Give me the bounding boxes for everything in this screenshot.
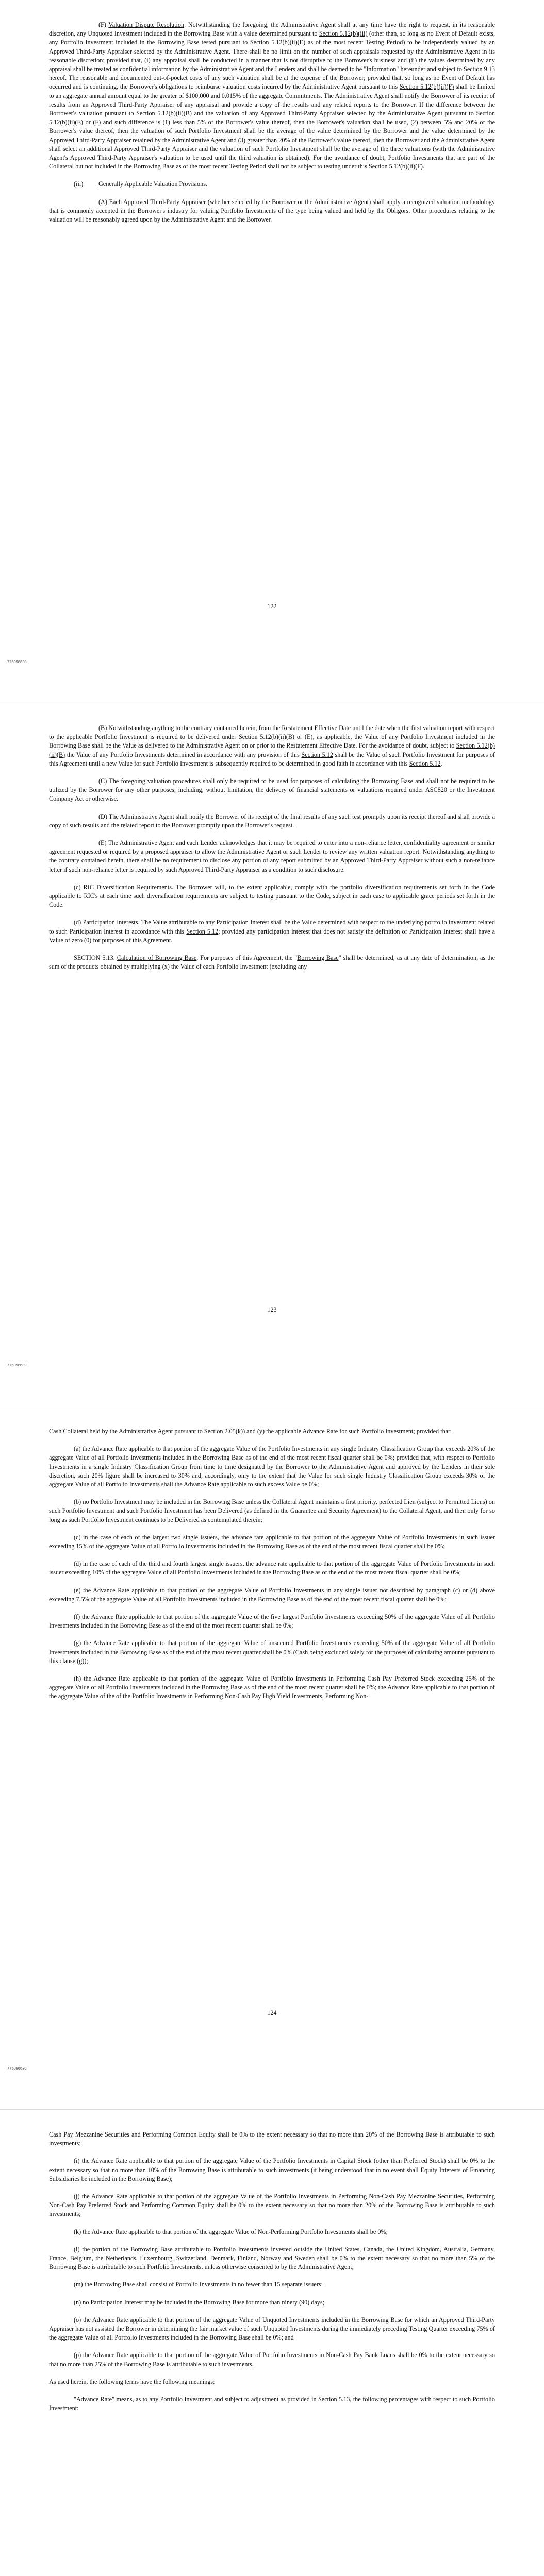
defined-term: Section 5.12 bbox=[186, 927, 219, 935]
text-run: (c) in the case of each of the largest two single issuers, the advance rate applicable to that portion of the aggregate Value of Portfolio Investments in such issuer exceeding 15% of the aggregate Value of all Portfolio Investments included in the Borrowing Base as of the end of the most recent fiscal quarter shall be 0%; bbox=[49, 1533, 495, 1550]
text-run: (d) in the case of each of the third and fourth largest single issuers, the advance rate applicable to that portion of the aggregate Value of Portfolio Investments in such issuer exceeding 10% of the aggregate Value of all Portfolio Investments included in the Borrowing Base as of the end of the most recent fiscal quarter shall be 0%; bbox=[49, 1560, 495, 1577]
paragraph bbox=[49, 2316, 495, 2343]
document-id: 775096630 bbox=[7, 659, 27, 664]
text-run: . Notwithstanding the foregoing, the Administrative Agent shall at any time have the right to request, in its reasonable discretion, any Unquoted Investment included in the Borrowing Base with a value determined pursuant to bbox=[49, 21, 495, 38]
text-run: (f) the Advance Rate applicable to that portion of the aggregate Value of the five largest Portfolio Investments exceeding 50% of the aggregate Value of all Portfolio Investments included in the Borrowing Base as of the end of the most recent quarter shall be 0%; bbox=[49, 1613, 495, 1630]
text-run: As used herein, the following terms have the following meanings: bbox=[49, 2378, 215, 2385]
paragraph bbox=[49, 1498, 495, 1524]
page-123 bbox=[0, 703, 544, 1406]
paragraph bbox=[49, 1445, 495, 1489]
defined-term: Section 5.12(b)(ii)(E) bbox=[49, 110, 496, 126]
defined-term: Section 5.12 bbox=[301, 751, 333, 758]
text-run: (A) Each Approved Third-Party Appraiser (whether selected by the Borrower or the Administrative Agent) shall apply a recognized valuation methodology that is commonly accepted in the Borrower's industry for valuing Portfolio Investments of the type being valued and held by the Obligors. Other procedures relating to the valuation will be reasonably agreed upon by the Administrative Agent and the Borrower. bbox=[49, 198, 495, 224]
text-run: . The Value attributable to any Participation Interest shall be the Value determined with respect to the underlying portfolio investment related to such Participation Interest in accordance with this bbox=[49, 919, 495, 935]
paragraph bbox=[49, 954, 495, 971]
defined-term: provided bbox=[416, 1428, 439, 1435]
paragraph bbox=[49, 1613, 495, 1630]
text-run: ; provided any participation interest that does not satisfy the definition of Participation Interest shall have a Value of zero (0) for purposes of this Agreement. bbox=[49, 927, 495, 944]
paragraph bbox=[49, 1639, 495, 1666]
text-run: (B) Notwithstanding anything to the contrary contained herein, from the Restatement Effective Date until the date when the first valuation report with respect to the applicable Portfolio Investment is required to be delivered under Section 5.12(b)(ii)(B) or (E), as applicable, the Value of any Portfolio Investment included in the Borrowing Base shall be the Value as delivered to the Administrative Agent on or prior to the Restatement Effective Date. For the avoidance of doubt, subject to bbox=[49, 724, 495, 750]
text-run: (a) the Advance Rate applicable to that portion of the aggregate Value of the Portfolio Investments in any single Industry Classification Group that exceeds 20% of the aggregate Value of all Portfolio Investments included in the Borrowing Base as of the end of the most recent fiscal quarter shall be 0%; provided that, with respect to Portfolio Investments in a single Industry Classification Group from time to time designated by the Borrower to the Administrative Agent and approved by the Lenders in their sole discretion, such 20% figure shall be increased to 30% and, accordingly, only to the extent that the Value for such single Industry Classification Group exceeds 30% of the aggregate Value of all Portfolio Investments shall the Advance Rate applicable to such excess Value be 0%; bbox=[49, 1445, 495, 1488]
paragraph bbox=[49, 1560, 495, 1577]
paragraph bbox=[49, 2130, 495, 2148]
text-run: (C) The foregoing valuation procedures shall only be required to be used for purposes of calculating the Borrowing Base and shall not be required to be utilized by the Borrower for any other purposes, including, without limitation, the delivery of financial statements or valuations required under ASC820 or the Investment Company Act or otherwise. bbox=[49, 777, 495, 803]
text-run: " means, as to any Portfolio Investment and subject to adjustment as provided in bbox=[112, 2396, 319, 2403]
text-run: and such difference is (1) less than 5% of the Borrower's value thereof, then the Borrower's valuation shall be used, (2) between 5% and 20% of the Borrower's value thereof, then the valuation of such Portfolio Investment shall be the average of the value determined by the Borrower and the value determined by the Approved Third-Party Appraiser retained by the Administrative Agent and (3) greater than 20% of the Borrower's value thereof, then the Borrower and the Administrative Agent shall select an additional Approved Third-Party Appraiser and the valuation of such Portfolio Investment shall be the average of the three valuations (with the Administrative Agent's Approved Third-Party Appraiser's valuation to be used until the third valuation is obtained). For the avoidance of doubt, Portfolio Investments that are part of the Collateral but not included in the Borrowing Base as of the most recent Testing Period shall not be subject to testing under this Section 5.12(b)(ii)(F). bbox=[49, 118, 496, 171]
text-run: shall be the Value of such Portfolio Investment for purposes of this Agreement until a new Value for such Portfolio Investment is subsequently required to be determined in good faith in accordance with this bbox=[49, 751, 495, 767]
text-run: (b) no Portfolio Investment may be included in the Borrowing Base unless the Collateral Agent maintains a first priority, perfected Lien (subject to Permitted Liens) on such Portfolio Investment and such Portfolio Investment has been Delivered (as defined in the Guarantee and Security Agreement) to the Collateral Agent, and then only for so long as such Portfolio Investment continues to be Delivered as contemplated therein; bbox=[49, 1498, 495, 1523]
defined-term: Section 5.13 bbox=[318, 2396, 350, 2403]
page-body bbox=[49, 21, 495, 224]
page-body bbox=[49, 1427, 495, 1701]
paragraph bbox=[49, 2245, 495, 2272]
text-run: or bbox=[83, 118, 93, 126]
text-run: (n) no Participation Interest may be included in the Borrowing Base for more than ninety (90) days; bbox=[74, 2298, 325, 2306]
page-122 bbox=[0, 0, 544, 703]
paragraph bbox=[49, 812, 495, 830]
paragraph bbox=[49, 2280, 495, 2289]
paragraph bbox=[49, 21, 495, 171]
defined-term: Valuation Dispute Resolution bbox=[108, 21, 185, 28]
text-run: (F) bbox=[98, 21, 109, 28]
text-run: Cash Collateral held by the Administrative Agent pursuant to bbox=[49, 1428, 204, 1435]
text-run: (g) the Advance Rate applicable to that portion of the aggregate Value of unsecured Portfolio Investments exceeding 50% of the aggregate Value of all Portfolio Investments included in the Borrowing Base as of the end of the most recent quarter shall be 0% (Cash being excluded solely for the purposes of calculating amounts pursuant to this clause (g)); bbox=[49, 1639, 495, 1665]
defined-term: (F) bbox=[93, 118, 101, 126]
paragraph bbox=[49, 839, 495, 874]
defined-term: RIC Diversification Requirements bbox=[83, 883, 172, 891]
page-124 bbox=[0, 1406, 544, 2110]
text-run: (other than, so long as no Event of Default exists, any Portfolio Investment included in the Borrowing Base tested pursuant to bbox=[49, 30, 496, 46]
paragraph bbox=[49, 2228, 495, 2236]
paragraph bbox=[49, 1674, 495, 1701]
text-run: , the following percentages with respect to such Portfolio Investment: bbox=[49, 2396, 495, 2412]
paragraph bbox=[49, 198, 495, 225]
text-run: (E) The Administrative Agent and each Lender acknowledges that it may be required to enter into a non-reliance letter, confidentiality agreement or similar agreement requested or required by a proposed appraiser to allow the Administrative Agent or such Lender to review any written valuation report. Notwithstanding anything to the contrary contained herein, there shall be no requirement to disclose any portion of any report submitted by an Approved Third-Party Appraiser without such a non-reliance letter if such non-reliance letter is required by such Approved Third-Party Appraiser as a condition to such disclosure. bbox=[49, 839, 495, 873]
text-run: (D) The Administrative Agent shall notify the Borrower of its receipt of the final results of any such test promptly upon its receipt thereof and shall provide a copy of such results and the related report to the Borrower promptly upon the Borrower's request. bbox=[49, 812, 495, 829]
paragraph bbox=[49, 2192, 495, 2219]
defined-term: Borrowing Base bbox=[297, 954, 339, 962]
text-run: (j) the Advance Rate applicable to that portion of the aggregate Value of the Portfolio Investments in Performing Non-Cash Pay Mezzanine Securities, Performing Non-Cash Pay Preferred Stock and Performing Common Equity shall be 0% to the extent necessary so that no more than 20% of the Borrowing Base is attributable to such investments; bbox=[49, 2193, 495, 2218]
paragraph bbox=[49, 1427, 495, 1436]
text-run: Cash Pay Mezzanine Securities and Performing Common Equity shall be 0% to the extent necessary so that no more than 20% of the Borrowing Base is attributable to such investments; bbox=[49, 2131, 495, 2147]
defined-term: Section 5.12(b)(ii)(E) bbox=[250, 39, 306, 46]
text-run: (e) the Advance Rate applicable to that portion of the aggregate Value of Portfolio Investments in any single issuer not described by paragraph (c) or (d) above exceeding 7.5% of the aggregate Value of all Portfolio Investments included in the Borrowing Base as of the end of the most recent fiscal quarter shall be 0%; bbox=[49, 1586, 495, 1603]
text-run: (p) the Advance Rate applicable to that portion of the aggregate Value of Portfolio Investments in Non-Cash Pay Bank Loans shall be 0% to the extent necessary so that no more than 25% of the Borrowing Base is attributable to such investments. bbox=[49, 2351, 495, 2368]
document-id: 775096630 bbox=[7, 2066, 27, 2071]
defined-term: Participation Interests bbox=[83, 919, 138, 926]
text-run: shall be limited to an aggregate annual amount equal to the greater of $100,000 and 0.015% of the aggregate Commitments. The Administrative Agent shall notify the Borrower of its receipt of results from an Approved Third-Party Appraiser of any appraisal and provide a copy of the results and any related reports to the Borrower. If the difference between the Borrower's valuation pursuant to bbox=[49, 83, 495, 117]
text-run: as of the most recent Testing Period) to be independently valued by an Approved Third-Party Appraiser selected by the Administrative Agent. There shall be no limit on the number of such appraisals requested by the Administrative Agent in its reasonable discretion; provided that, (i) any appraisal shall be conducted in a manner that is not disruptive to the Borrower's business and (ii) the values determined by any appraisal shall be treated as confidential information by the Administrative Agent and the Lenders and shall be deemed to be "Information" hereunder and subject to bbox=[49, 39, 496, 73]
page-number: 124 bbox=[267, 2009, 277, 2016]
paragraph bbox=[49, 2157, 495, 2183]
defined-term: Section 5.12(b)(iii) bbox=[319, 30, 368, 38]
paragraph bbox=[49, 777, 495, 804]
text-run: . bbox=[440, 759, 442, 767]
document-id: 775096630 bbox=[7, 1363, 27, 1367]
paragraph bbox=[49, 724, 495, 768]
defined-term: Section 2.05(k) bbox=[204, 1428, 243, 1435]
paragraph bbox=[49, 2298, 495, 2307]
text-run: (c) bbox=[74, 883, 84, 891]
text-run: (d) bbox=[74, 919, 83, 926]
text-run: (o) the Advance Rate applicable to that portion of the aggregate Value of Unquoted Investments included in the Borrowing Base for which an Approved Third-Party Appraiser has not assisted the Borrower in determining the fair market value of such Unquoted Investments during the immediately preceding Testing Quarter exceeding 75% of the aggregate Value of all Portfolio Investments included in the Borrowing Base shall be 0%; and bbox=[49, 2316, 495, 2342]
page-125 bbox=[0, 2110, 544, 2576]
paragraph bbox=[49, 2395, 495, 2413]
text-run: ) and (y) the applicable Advance Rate for such Portfolio Investment; bbox=[243, 1428, 417, 1435]
page-number: 122 bbox=[267, 603, 277, 610]
paragraph bbox=[49, 2378, 495, 2386]
text-run: " bbox=[74, 2396, 76, 2403]
clause-number: (iii) bbox=[74, 180, 84, 188]
defined-term: Generally Applicable Valuation Provisions bbox=[98, 180, 206, 188]
text-run: (m) the Borrowing Base shall consist of Portfolio Investments in no fewer than 15 separate issuers; bbox=[74, 2281, 323, 2289]
paragraph bbox=[49, 1533, 495, 1551]
text-run: " shall be determined, as at any date of determination, as the sum of the products obtained by multiplying (x) the Value of each Portfolio Investment (excluding any bbox=[49, 954, 496, 971]
text-run: and the valuation of any Approved Third-Party Appraiser selected by the Administrative Agent pursuant to bbox=[191, 110, 476, 117]
text-run: . The Borrower will, to the extent applicable, comply with the portfolio diversification requirements set forth in the Code applicable to RIC's at each time such diversification requirements are subject to testing pursuant to the Code, subject in each case to applicable grace periods set forth in the Code. bbox=[49, 883, 496, 909]
text-run: (k) the Advance Rate applicable to that portion of the aggregate Value of Non-Performing Portfolio Investments shall be 0%; bbox=[74, 2228, 388, 2235]
text-run: (h) the Advance Rate applicable to that portion of the aggregate Value of Portfolio Investments in Performing Cash Pay Preferred Stock exceeding 25% of the aggregate Value of all Portfolio Investments included in the Borrowing Base as of the end of the most recent quarter shall be 0%; the Advance Rate applicable to that portion of the aggregate Value of the of the Portfolio Investments in Performing Non-Cash Pay High Yield Investments, Performing Non- bbox=[49, 1675, 495, 1700]
defined-term: Section 5.12(b)(ii)(F) bbox=[399, 83, 454, 91]
paragraph bbox=[49, 1586, 495, 1604]
paragraph bbox=[49, 918, 495, 945]
defined-term: Section 5.12 bbox=[409, 759, 441, 767]
text-run: (i) the Advance Rate applicable to that portion of the aggregate Value of the Portfolio Investments in Capital Stock (other than Preferred Stock) shall be 0% to the extent necessary so that no more than 10% of the Borrowing Base is attributable to such investments (it being understood that in no event shall Equity Interests of Financing Subsidiaries be included in the Borrowing Base); bbox=[49, 2157, 495, 2182]
defined-term: Advance Rate bbox=[76, 2396, 112, 2403]
paragraph bbox=[49, 2351, 495, 2368]
page-body bbox=[49, 724, 495, 971]
text-run: hereof. The reasonable and documented out-of-pocket costs of any such valuation shall be at the expense of the Borrower; provided that, so long as no Event of Default has occurred and is continuing, the Borrower's obligations to reimburse valuation costs incurred by the Administrative Agent pursuant to this bbox=[49, 74, 495, 91]
paragraph bbox=[49, 883, 495, 910]
paragraph bbox=[49, 180, 495, 189]
defined-term: Section 5.12(b)(ii)(B) bbox=[49, 742, 495, 758]
page-body bbox=[49, 2130, 495, 2413]
defined-term: Calculation of Borrowing Base bbox=[117, 954, 197, 962]
defined-term: Section 5.12(b)(ii)(B) bbox=[136, 110, 192, 117]
text-run: the Value of any Portfolio Investments determined in accordance with any provision of this bbox=[65, 751, 302, 758]
text-run: . bbox=[205, 180, 207, 188]
text-run: . For purposes of this Agreement, the " bbox=[196, 954, 298, 962]
defined-term: Section 9.13 bbox=[464, 65, 495, 73]
text-run: that: bbox=[439, 1428, 452, 1435]
text-run: (l) the portion of the Borrowing Base attributable to Portfolio Investments invested outside the United States, Canada, the United Kingdom, Australia, Germany, France, Belgium, the Netherlands, Luxembourg, Switzerland, Denmark, Finland, Norway and Sweden shall be 0% to the extent necessary so that no more than 5% of the Borrowing Base is attributable to such Portfolio Investments, unless otherwise consented to by the Administrative Agent; bbox=[49, 2245, 495, 2271]
text-run: SECTION 5.13. bbox=[74, 954, 117, 962]
page-number: 123 bbox=[267, 1306, 277, 1313]
